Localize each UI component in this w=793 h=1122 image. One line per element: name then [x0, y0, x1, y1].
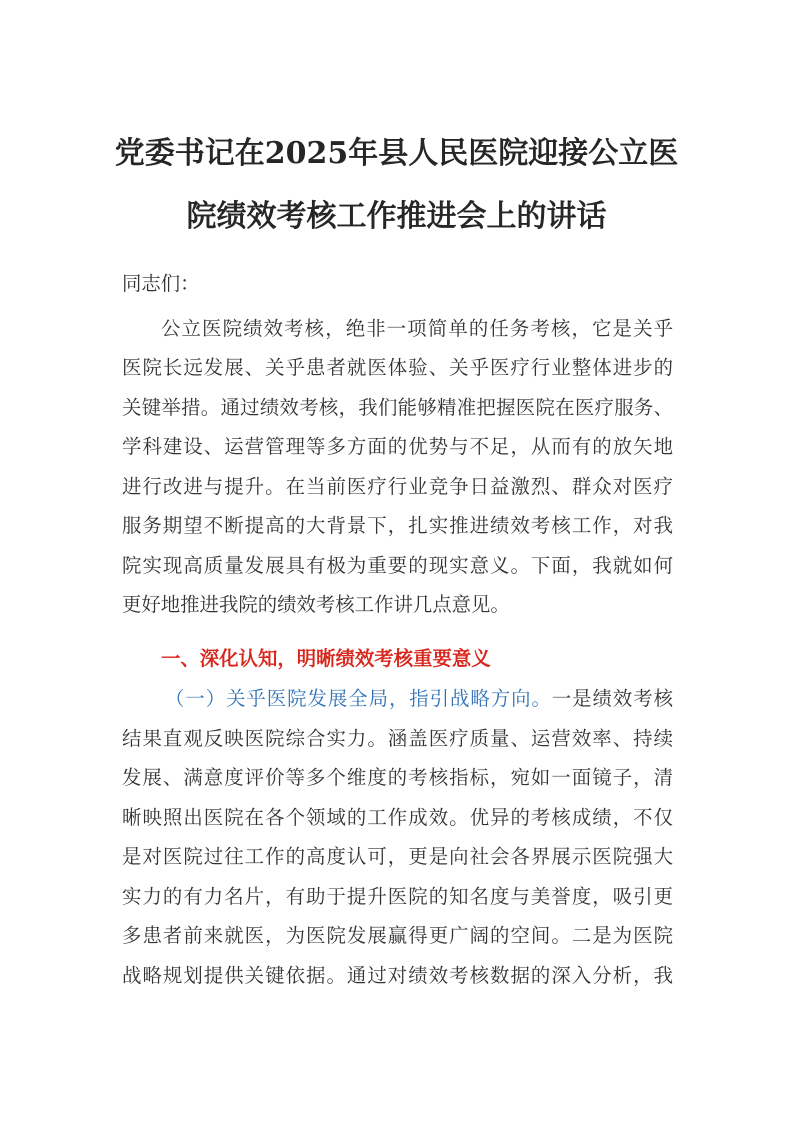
intro-line: 更好地推进我院的绩效考核工作讲几点意见。 [122, 593, 510, 616]
subsection-line: 战略规划提供关键依据。通过对绩效考核数据的深入分析，我 [122, 964, 673, 987]
intro-line: 院实现高质量发展具有极为重要的现实意义。下面，我就如何 [122, 554, 673, 577]
subsection-line: 实力的有力名片，有助于提升医院的知名度与美誉度，吸引更 [122, 885, 673, 908]
document-title-line-1: 党委书记在2025年县人民医院迎接公立医 [114, 136, 679, 171]
intro-line: 进行改进与提升。在当前医疗行业竞争日益激烈、群众对医疗 [122, 475, 673, 498]
intro-line: 公立医院绩效考核，绝非一项简单的任务考核，它是关乎 [161, 317, 673, 340]
document-title-line-2: 院绩效考核工作推进会上的讲话 [186, 199, 607, 234]
subsection-line: 结果直观反映医院综合实力。涵盖医疗质量、运营效率、持续 [122, 727, 673, 750]
subsection-line: 是对医院过往工作的高度认可，更是向社会各界展示医院强大 [122, 845, 673, 868]
subsection-line: 多患者前来就医，为医院发展赢得更广阔的空间。二是为医院 [122, 924, 673, 947]
subsection-heading: （一）关乎医院发展全局，指引战略方向。 [165, 687, 552, 710]
intro-line: 关键举措。通过绩效考核，我们能够精准把握医院在医疗服务、 [122, 396, 673, 419]
subsection-first-line [165, 686, 673, 712]
subsection-line: 晰映照出医院在各个领域的工作成效。优异的考核成绩，不仅 [122, 806, 673, 829]
section-heading: 一、深化认知，明晰绩效考核重要意义 [161, 647, 491, 670]
subsection-line: 发展、满意度评价等多个维度的考核指标，宛如一面镜子，清 [122, 766, 673, 789]
intro-line: 医院长远发展、关乎患者就医体验、关乎医疗行业整体进步的 [122, 356, 673, 379]
salutation: 同志们： [122, 272, 200, 295]
subsection-first-line-text: 一是绩效考核 [551, 687, 674, 710]
intro-line: 学科建设、运营管理等多方面的优势与不足，从而有的放矢地 [122, 435, 673, 458]
intro-line: 服务期望不断提高的大背景下，扎实推进绩效考核工作，对我 [122, 514, 673, 537]
